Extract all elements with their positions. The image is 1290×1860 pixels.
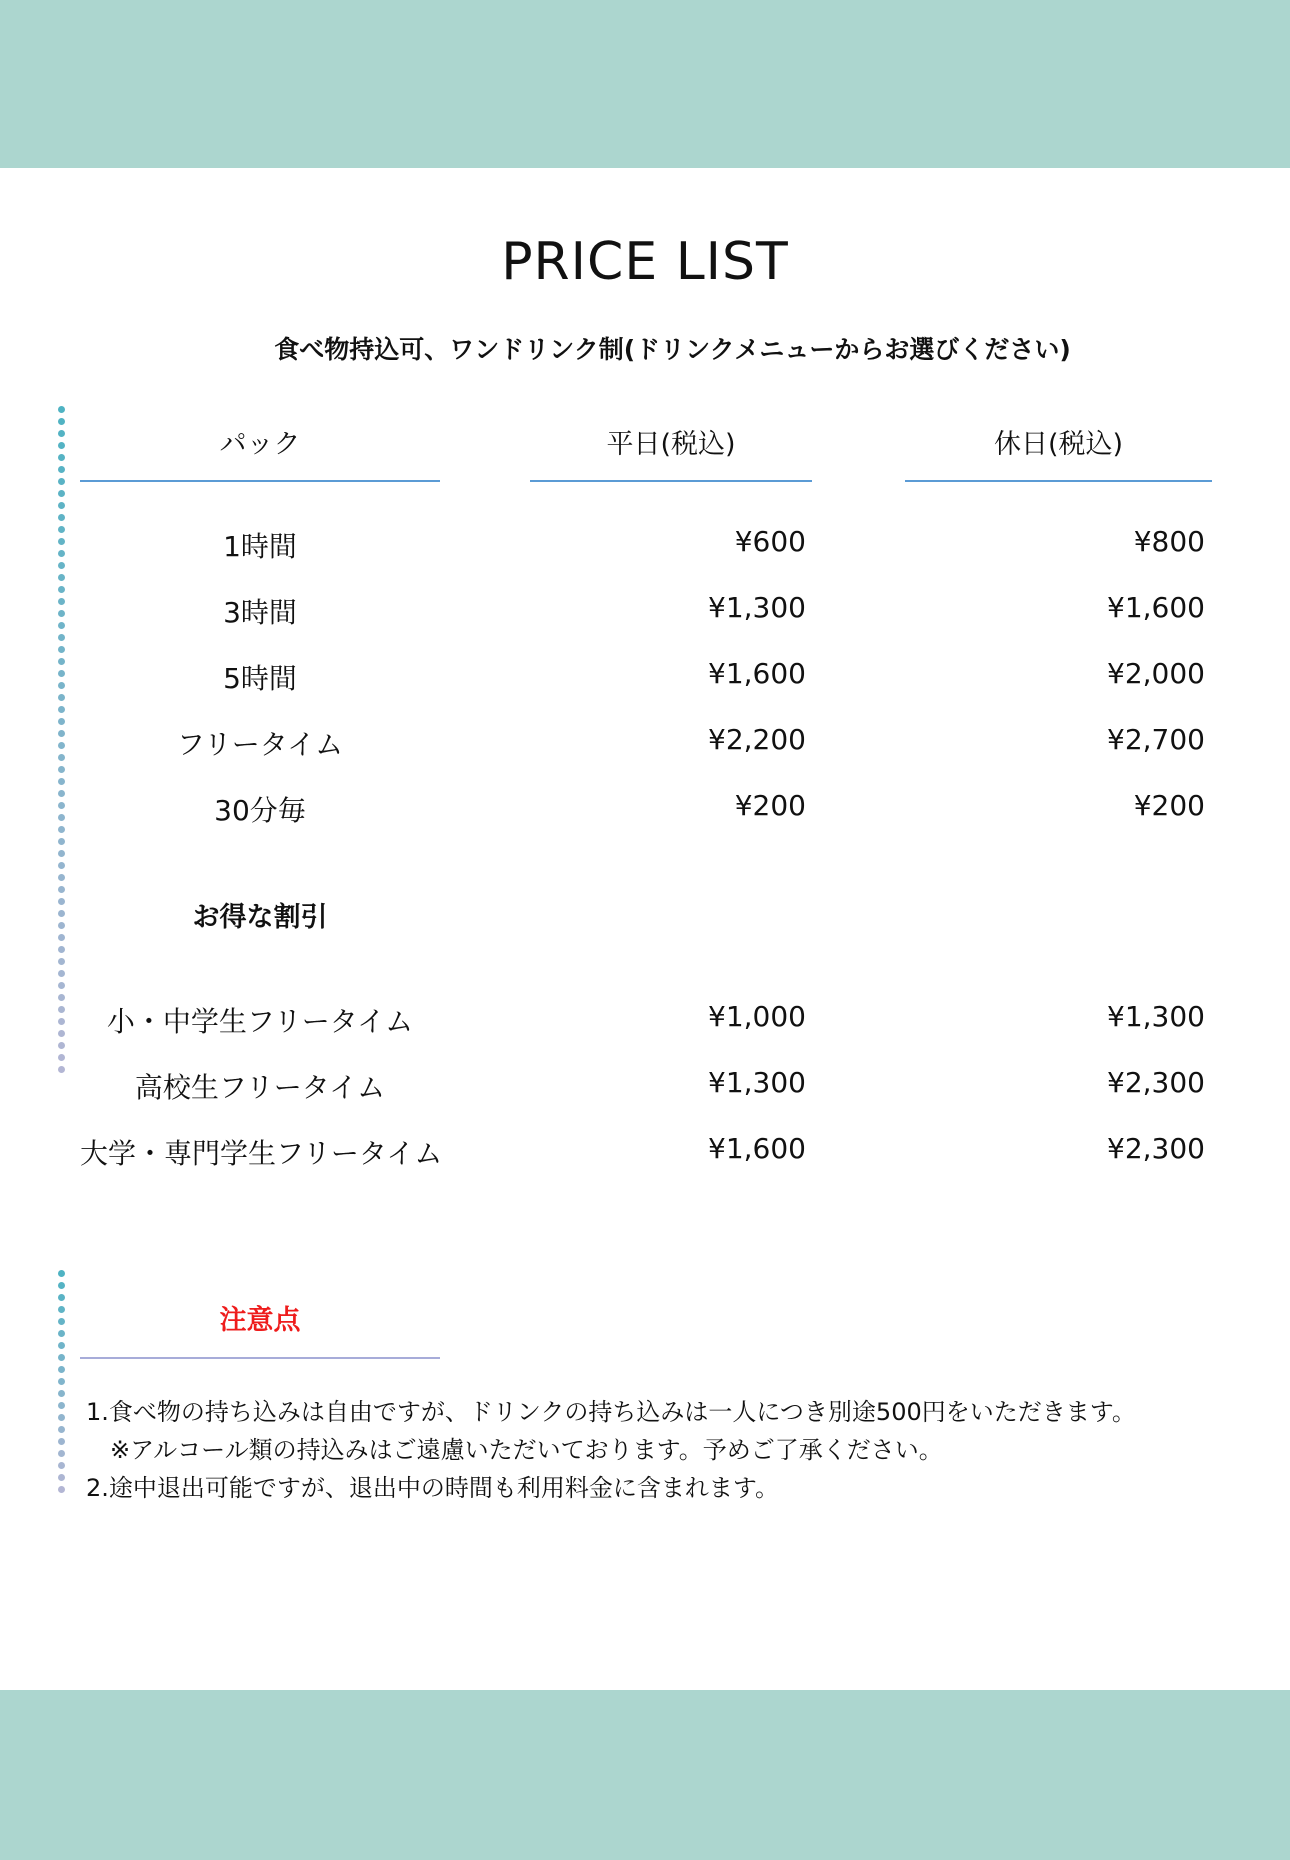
bottom-band (0, 1690, 1290, 1860)
dot (58, 838, 65, 845)
dot (58, 1018, 65, 1025)
dot (58, 1054, 65, 1061)
notes-title: 注意点 (219, 1305, 301, 1336)
dot (58, 898, 65, 905)
dot (58, 1030, 65, 1037)
notes-underline (80, 1357, 440, 1359)
row-weekend-price: ¥200 (1133, 789, 1205, 822)
note-line-1: 1.食べ物の持ち込みは自由ですが、ドリンクの持ち込みは一人につき別途500円をいただきます。 (86, 1398, 1136, 1426)
dot (58, 1294, 65, 1301)
dot (58, 406, 65, 413)
dot (58, 1486, 65, 1493)
dot (58, 430, 65, 437)
top-band (0, 0, 1290, 168)
header-underline-pack (80, 480, 440, 482)
row-weekday-price: ¥1,300 (708, 591, 806, 624)
row-weekday-price: ¥600 (734, 525, 806, 558)
dot (58, 682, 65, 689)
dot (58, 598, 65, 605)
dot (58, 490, 65, 497)
dot (58, 502, 65, 509)
row-weekend-price: ¥800 (1133, 525, 1205, 558)
header-underline-weekend (905, 480, 1212, 482)
dot (58, 1450, 65, 1457)
row-weekend-price: ¥2,300 (1107, 1132, 1205, 1165)
dot (58, 958, 65, 965)
dot (58, 970, 65, 977)
page-title: PRICE LIST (501, 232, 789, 292)
row-name: 大学・専門学生フリータイム (80, 1137, 443, 1170)
header-weekend: 休日(税込) (993, 429, 1124, 460)
row-name: フリータイム (176, 728, 344, 761)
dot (58, 1282, 65, 1289)
row-weekday-price: ¥200 (734, 789, 806, 822)
dot (58, 706, 65, 713)
dot (58, 610, 65, 617)
dot (58, 850, 65, 857)
dot (58, 670, 65, 677)
row-name: 3時間 (223, 596, 297, 629)
dot (58, 550, 65, 557)
dot (58, 694, 65, 701)
dot (58, 1306, 65, 1313)
dot (58, 622, 65, 629)
dot (58, 814, 65, 821)
dot (58, 802, 65, 809)
dot (58, 514, 65, 521)
row-weekday-price: ¥1,300 (708, 1066, 806, 1099)
dot (58, 766, 65, 773)
dot (58, 1390, 65, 1397)
page-subtitle: 食べ物持込可、ワンドリンク制(ドリンクメニューからお選びください) (274, 335, 1071, 364)
dot (58, 1354, 65, 1361)
row-weekday-price: ¥2,200 (708, 723, 806, 756)
dot (58, 562, 65, 569)
row-weekend-price: ¥2,000 (1107, 657, 1205, 690)
dot (58, 790, 65, 797)
discount-section-title: お得な割引 (192, 902, 328, 933)
header-weekday: 平日(税込) (606, 429, 736, 460)
dot (58, 994, 65, 1001)
dot (58, 646, 65, 653)
dot (58, 634, 65, 641)
dot (58, 934, 65, 941)
row-name: 小・中学生フリータイム (106, 1005, 414, 1038)
dot (58, 1342, 65, 1349)
dot (58, 910, 65, 917)
dot (58, 1318, 65, 1325)
row-weekend-price: ¥2,700 (1107, 723, 1205, 756)
dot (58, 418, 65, 425)
row-name: 30分毎 (214, 794, 306, 827)
dot (58, 862, 65, 869)
dot (58, 1366, 65, 1373)
dot (58, 1378, 65, 1385)
dot (58, 730, 65, 737)
row-weekday-price: ¥1,600 (708, 1132, 806, 1165)
dot (58, 1474, 65, 1481)
note-line-3: 2.途中退出可能ですが、退出中の時間も利用料金に含まれます。 (86, 1474, 779, 1502)
header-pack: パック (219, 429, 301, 460)
dotted-divider-notes (58, 1270, 68, 1498)
row-weekend-price: ¥1,300 (1107, 1000, 1205, 1033)
dot (58, 466, 65, 473)
note-line-2: ※アルコール類の持込みはご遠慮いただいております。予めご了承ください。 (86, 1436, 943, 1464)
dot (58, 922, 65, 929)
dot (58, 826, 65, 833)
dot (58, 1414, 65, 1421)
dotted-divider-prices (58, 406, 68, 1078)
row-weekday-price: ¥1,000 (708, 1000, 806, 1033)
dot (58, 1270, 65, 1277)
dot (58, 874, 65, 881)
dot (58, 1426, 65, 1433)
row-name: 高校生フリータイム (134, 1071, 386, 1104)
row-weekend-price: ¥1,600 (1107, 591, 1205, 624)
dot (58, 946, 65, 953)
dot (58, 1330, 65, 1337)
dot (58, 526, 65, 533)
dot (58, 574, 65, 581)
dot (58, 982, 65, 989)
dot (58, 586, 65, 593)
dot (58, 778, 65, 785)
dot (58, 1462, 65, 1469)
row-weekend-price: ¥2,300 (1107, 1066, 1205, 1099)
dot (58, 658, 65, 665)
header-underline-weekday (530, 480, 812, 482)
dot (58, 718, 65, 725)
dot (58, 754, 65, 761)
dot (58, 478, 65, 485)
dot (58, 442, 65, 449)
dot (58, 1066, 65, 1073)
dot (58, 1438, 65, 1445)
dot (58, 1402, 65, 1409)
dot (58, 538, 65, 545)
dot (58, 454, 65, 461)
row-name: 1時間 (223, 530, 297, 563)
row-weekday-price: ¥1,600 (708, 657, 806, 690)
row-name: 5時間 (223, 662, 297, 695)
dot (58, 1042, 65, 1049)
dot (58, 886, 65, 893)
dot (58, 1006, 65, 1013)
dot (58, 742, 65, 749)
